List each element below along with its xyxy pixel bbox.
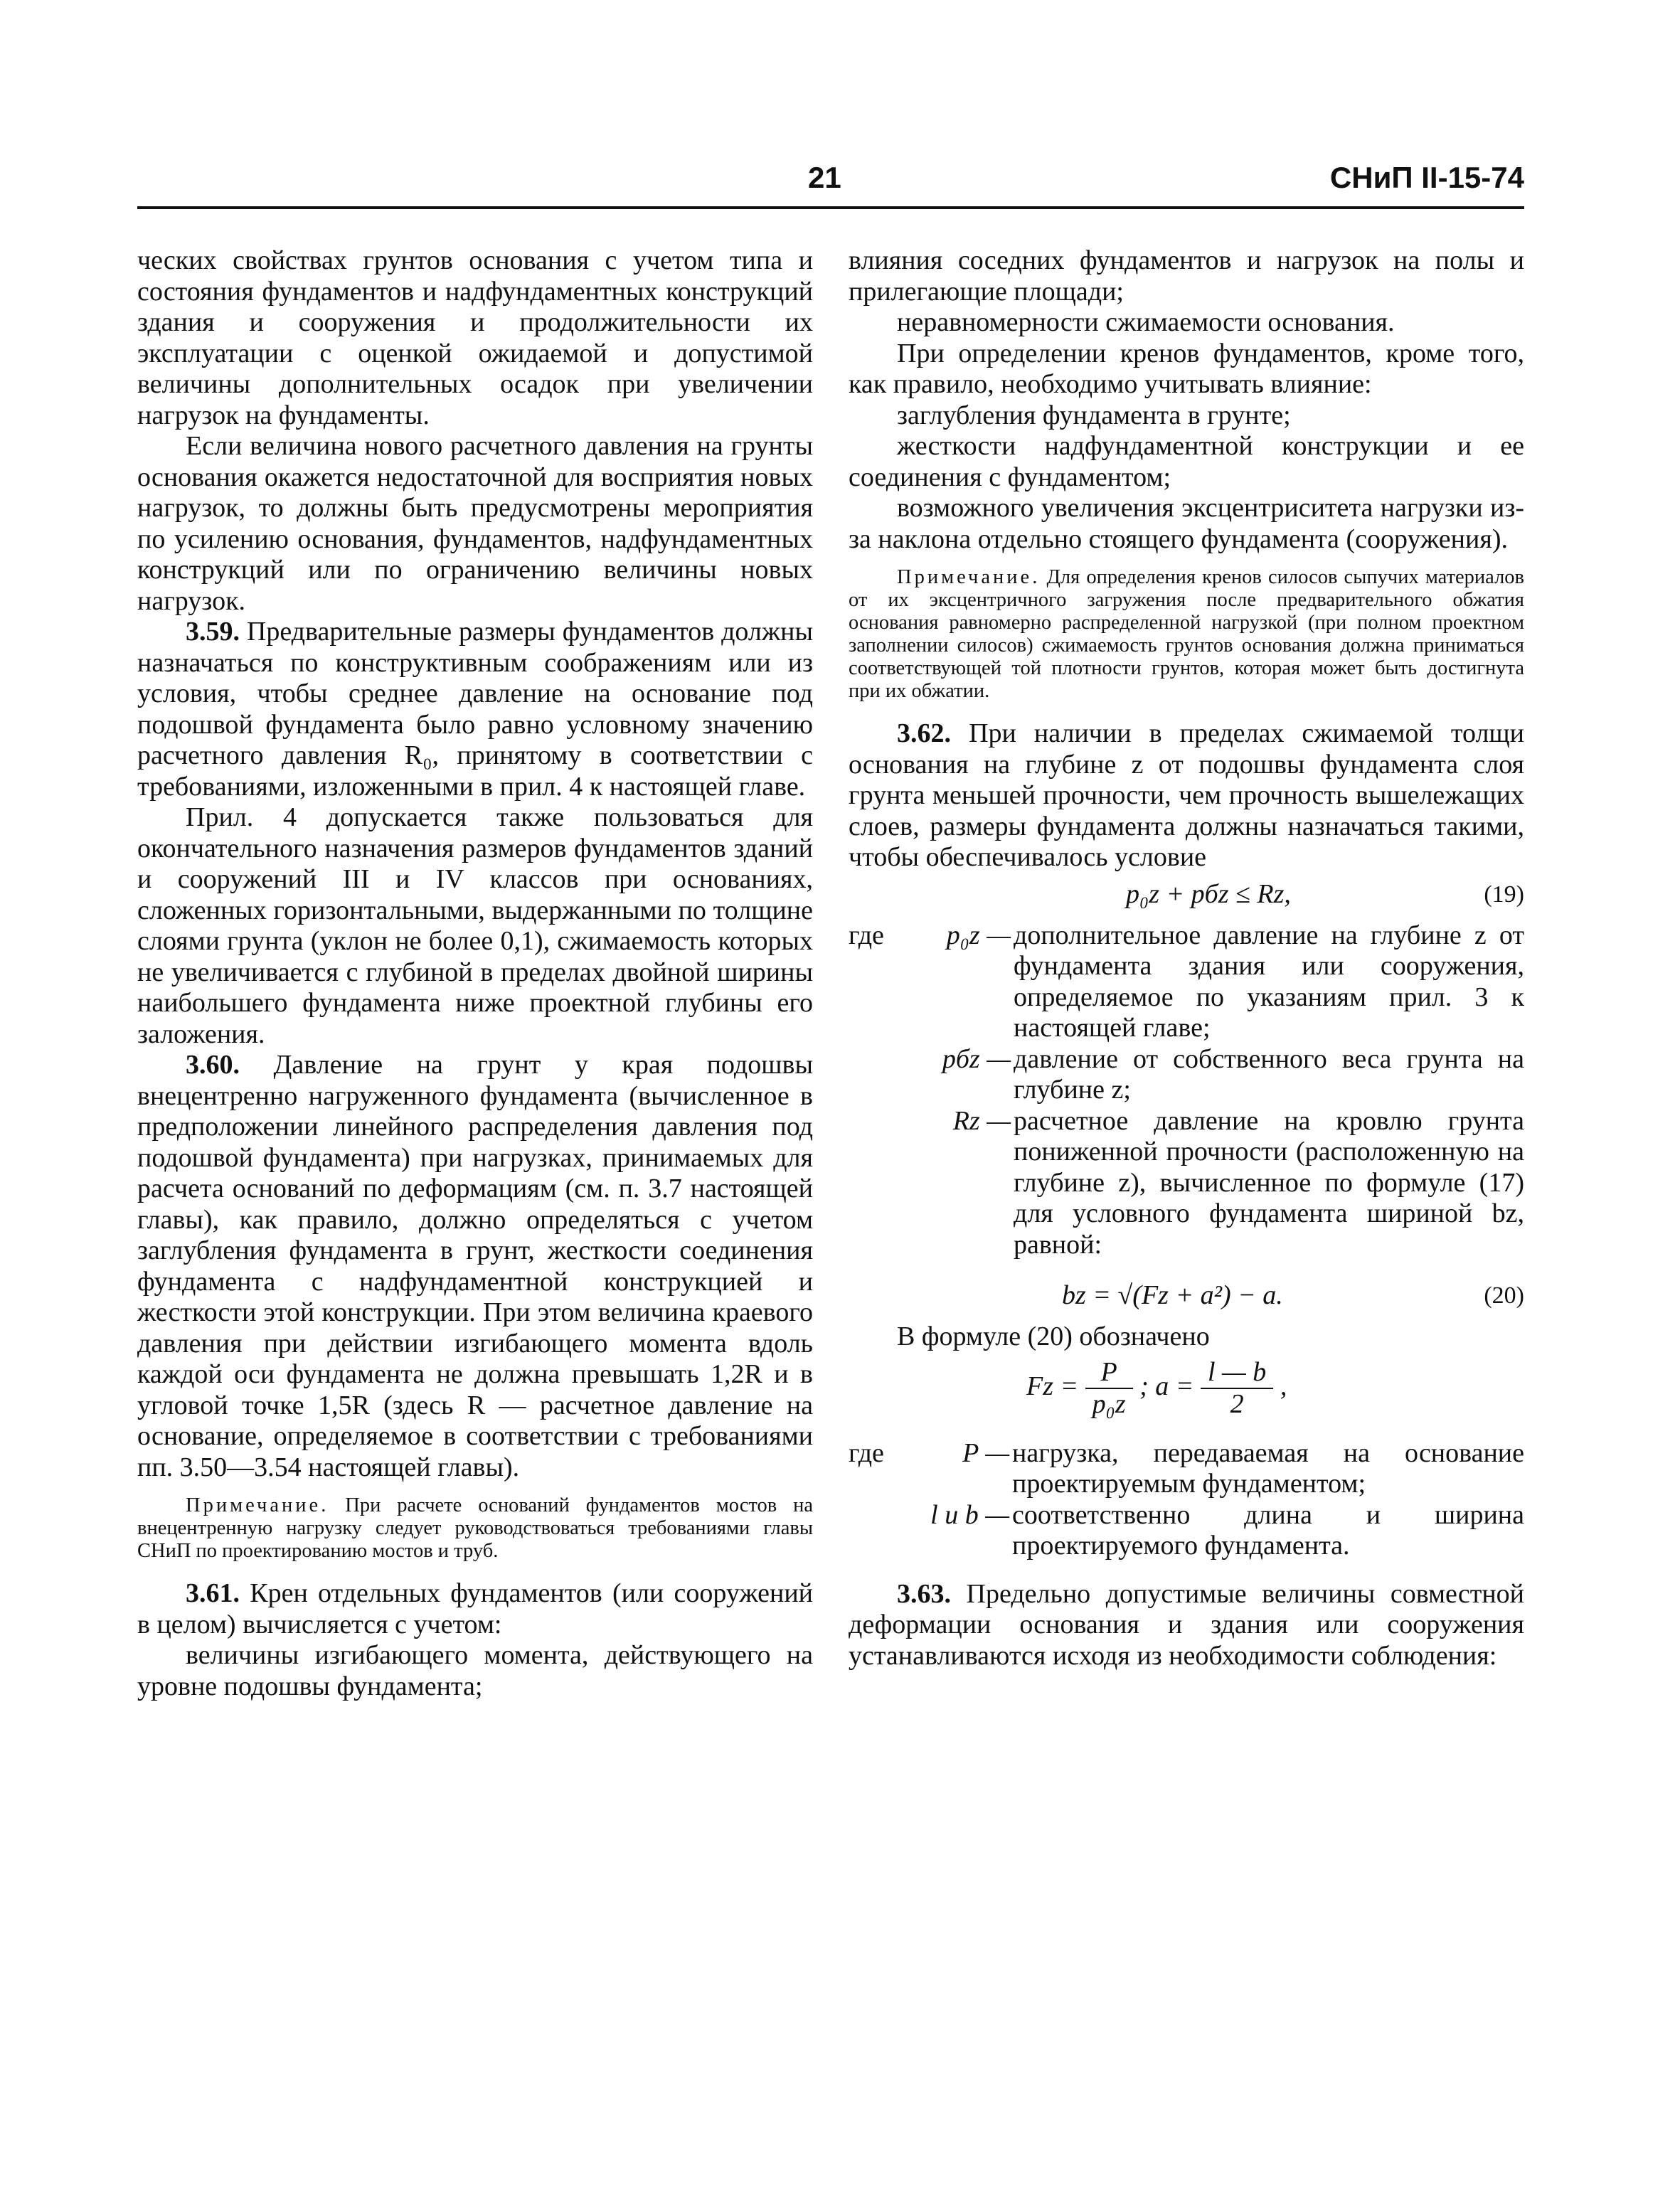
clause-number: 3.59. [186,617,240,647]
paragraph: ческих свойствах грунтов основания с учетом типа и состояния фундаментов и надфундаментных конструкций здания и сооружения и продолжительности их эксплуатации с оценкой ожидаемой и допустимой величины дополнительных осадок при увеличении нагрузок на фундаменты. [137,245,813,430]
clause-text: Давление на грунт у края подошвы внецентренно нагруженного фундамента (вычисленное в предположении линейного распределения давления под подошвой фундамента) при нагрузках, принимаемых для расчета оснований по деформациям (см. п. 3.7 настоящей главы), как правило, должно определяться с учетом заглубления фундамента в грунт, жесткости соединения фундамента с надфундаментной конструкцией и жесткости этой конструкции. При этом величина краевого давления при действии изгибающего момента вдоль каждой оси фундамента не должна превышать 1,2R и в угловой точке 1,5R (здесь R — расчетное давление на основание, определяемое в соответствии с требованиями пп. 3.50—3.54 настоящей главы). [137,1050,813,1482]
paragraph-3-61 [137,1578,813,1640]
fraction [1085,1357,1133,1420]
formula-19 [849,873,1524,920]
denominator: p₀z [1092,1389,1126,1419]
definition: нагрузка, передаваемая на основание проектируемым фундаментом; [1012,1437,1524,1499]
document-code: СНиП II-15-74 [1329,161,1524,194]
symbol: p₀z — [946,920,1011,950]
paragraph: Если величина нового расчетного давления на грунты основания окажется недостаточной для восприятия новых нагрузок, то должны быть предусмотрены мероприятия по усилению основания, фундаментов, надфундаментных конструкций или по ограничению величины новых нагрузок. [137,431,813,616]
paragraph-3-63 [849,1579,1524,1672]
denominator: 2 [1230,1389,1244,1419]
paragraph-3-62 [849,718,1524,873]
formula-lhs: Fz = [1026,1371,1079,1401]
numerator: l — b [1201,1357,1273,1390]
note-label: Примечание. [897,566,1041,588]
symbol: Rz — [952,1105,1011,1136]
clause-text: Крен отдельных фундаментов (или сооружений в целом) вычисляется с учетом: [137,1578,814,1639]
clause-text: Предельно допустимые величины совместной деформации основания и здания или сооружения устанавливаются исходя из необходимости соблюдения: [849,1578,1525,1671]
formula-notation [849,1353,1524,1438]
header-rule [137,206,1524,209]
paragraph-3-59 [137,617,813,802]
formula-end: , [1280,1371,1287,1401]
where-word: где [849,920,884,950]
paragraph-3-60 [137,1050,813,1483]
definitions-list [849,1438,1524,1562]
numerator: P [1085,1357,1133,1390]
note-text: При расчете оснований фундаментов мостов на внецентренную нагрузку следует руководствоваться требованиями главы СНиП по проектированию мостов и труб. [137,1494,814,1562]
definition: дополнительное давление на глубине z от фундамента здания или сооружения, определяемое по указаниям прил. 3 к настоящей главе; [1014,920,1524,1043]
formula-20 [849,1275,1524,1322]
right-column [849,245,1524,1671]
equation-number: (19) [1484,881,1524,908]
definition: давление от собственного веса грунта на глубине z; [1014,1043,1524,1105]
paragraph: При определении кренов фундаментов, кроме того, как правило, необходимо учитывать влияние: [849,338,1524,399]
paragraph: возможного увеличения эксцентриситета нагрузки из-за наклона отдельно стоящего фундамента (сооружения). [849,493,1524,554]
where-word: где [849,1437,884,1468]
note [849,566,1524,703]
note [137,1494,813,1563]
paragraph: Прил. 4 допускается также пользоваться для окончательного назначения размеров фундаментов зданий и сооружений III и IV классов при основаниях, сложенных горизонтальными, выдержанными по толщине слоями грунта (уклон не более 0,1), сжимаемость которых не увеличивается с глубиной в пределах двойной ширины наибольшего фундамента ниже проектной глубины его заложения. [137,802,813,1049]
symbol: P — [962,1437,1009,1468]
symbol: pбz — [942,1043,1011,1074]
page-header [137,161,1524,211]
clause-number: 3.62. [897,718,951,748]
definitions-list [849,920,1524,1261]
paragraph: влияния соседних фундаментов и нагрузок на полы и прилегающие площади; [849,245,1524,307]
definition: расчетное давление на кровлю грунта пониженной прочности (расположенную на глубине z), вычисленное по формуле (17) для условного фундамента шириной bz, равной: [1014,1105,1524,1260]
note-label: Примечание. [186,1494,329,1516]
note-text: Для определения кренов силосов сыпучих материалов от их эксцентричного загружения после предварительного обжатия основания равномерно распределенной нагрузкой (при полном проектном заполнении силосов) сжимаемость грунтов основания должна приниматься соответствующей той плотности грунтов, которая может быть достигнута при их обжатии. [849,566,1525,702]
paragraph: жесткости надфундаментной конструкции и ее соединения с фундаментом; [849,431,1524,492]
paragraph: величины изгибающего момента, действующего на уровне подошвы фундамента; [137,1640,813,1701]
clause-text: Предварительные размеры фундаментов должны назначаться по конструктивным соображениям или из условия, чтобы среднее давление на основание под подошвой фундамента было равно условному значению расчетного давления R₀, принятому в соответствии с требованиями, изложенными в прил. 4 к настоящей главе. [137,617,813,802]
clause-number: 3.63. [897,1578,951,1609]
paragraph: заглубления фундамента в грунте; [897,400,1291,430]
clause-number: 3.61. [186,1578,240,1608]
symbol: l и b — [930,1499,1009,1530]
fraction [1201,1357,1273,1420]
paragraph: неравномерности сжимаемости основания. [897,307,1395,337]
page-number: 21 [808,161,841,194]
paragraph: В формуле (20) обозначено [897,1322,1210,1351]
clause-number: 3.60. [186,1050,240,1080]
clause-text: При наличии в пределах сжимаемой толщи основания на глубине z от подошвы фундамента слоя грунта меньшей прочности, чем прочность вышележащих слоев, размеры фундамента должны назначаться такими, чтобы обеспечивалось условие [849,718,1525,872]
formula-expression: bz = √(Fz + a²) − a. [1062,1280,1283,1310]
formula-expression: p₀z + pбz ≤ Rz, [1126,878,1291,909]
definition: соответственно длина и ширина проектируемого фундамента. [1012,1499,1524,1561]
formula-separator: ; a = [1139,1371,1194,1401]
left-column [137,245,813,1702]
equation-number: (20) [1484,1282,1524,1309]
